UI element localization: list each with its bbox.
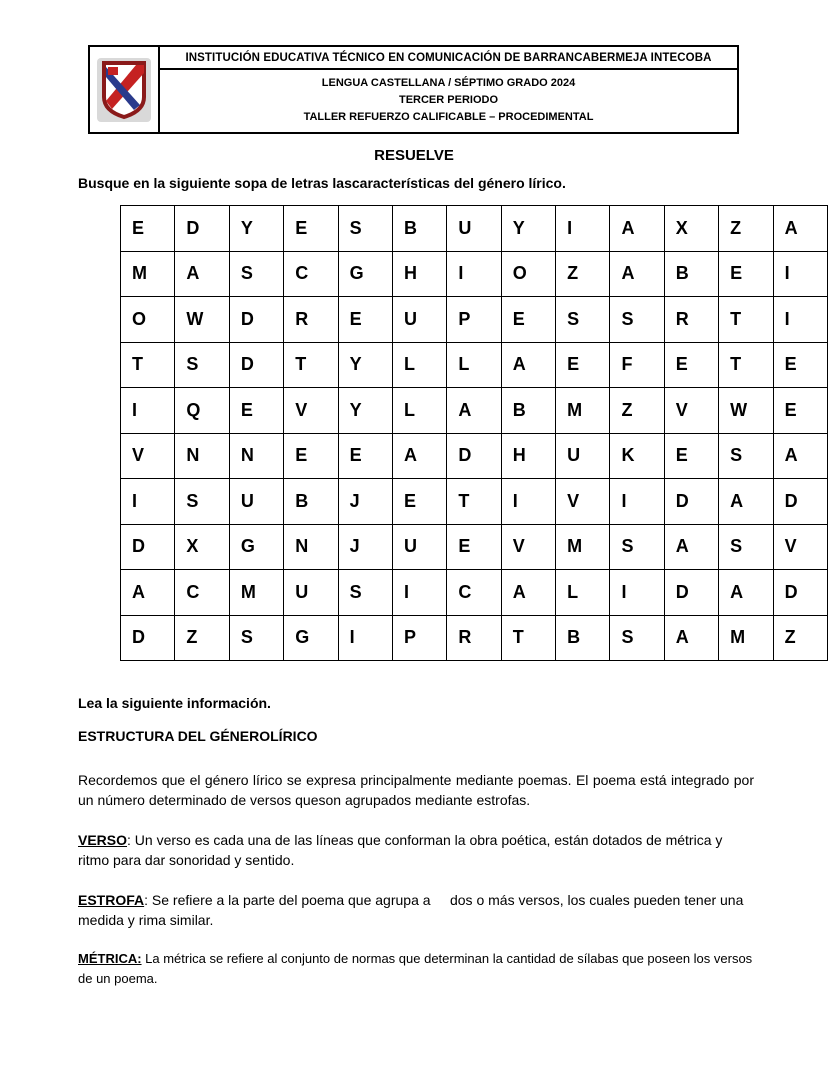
grid-cell: L xyxy=(447,342,501,388)
grid-cell: X xyxy=(175,524,229,570)
grid-cell: D xyxy=(229,342,283,388)
grid-cell: A xyxy=(121,570,175,616)
grid-cell: H xyxy=(393,251,447,297)
grid-cell: S xyxy=(229,615,283,661)
grid-cell: E xyxy=(447,524,501,570)
grid-cell: A xyxy=(175,251,229,297)
grid-row xyxy=(121,388,828,434)
verso-term: VERSO xyxy=(78,832,128,848)
grid-cell: L xyxy=(393,388,447,434)
grid-cell: V xyxy=(664,388,718,434)
grid-cell: D xyxy=(773,570,827,616)
grid-cell: E xyxy=(719,251,773,297)
grid-cell: N xyxy=(229,433,283,479)
grid-cell: Y xyxy=(229,206,283,252)
grid-cell: A xyxy=(664,615,718,661)
grid-cell: A xyxy=(610,206,664,252)
grid-cell: T xyxy=(719,297,773,343)
grid-cell: U xyxy=(229,479,283,525)
metrica-paragraph xyxy=(78,949,754,988)
estrofa-paragraph xyxy=(78,891,754,931)
grid-cell: Q xyxy=(175,388,229,434)
grid-cell: Y xyxy=(338,388,392,434)
grid-cell: X xyxy=(664,206,718,252)
grid-cell: D xyxy=(121,524,175,570)
grid-cell: S xyxy=(338,206,392,252)
grid-cell: I xyxy=(610,570,664,616)
grid-cell: F xyxy=(610,342,664,388)
grid-cell: V xyxy=(121,433,175,479)
grid-cell: S xyxy=(175,479,229,525)
grid-cell: K xyxy=(610,433,664,479)
grid-cell: E xyxy=(773,388,827,434)
grid-cell: V xyxy=(501,524,555,570)
grid-row xyxy=(121,342,828,388)
header-subtitle xyxy=(160,70,737,132)
section-title: RESUELVE xyxy=(374,147,454,164)
grid-cell: U xyxy=(556,433,610,479)
grid-cell: E xyxy=(501,297,555,343)
grid-cell: I xyxy=(610,479,664,525)
grid-cell: V xyxy=(284,388,338,434)
estrofa-term: ESTROFA xyxy=(78,892,145,908)
shield-icon xyxy=(96,57,152,123)
grid-cell: A xyxy=(773,206,827,252)
grid-row xyxy=(121,297,828,343)
header xyxy=(88,45,739,134)
grid-cell: D xyxy=(447,433,501,479)
verso-paragraph xyxy=(78,831,754,871)
grid-cell: U xyxy=(284,570,338,616)
grid-cell: S xyxy=(719,433,773,479)
grid-cell: E xyxy=(229,388,283,434)
grid-cell: T xyxy=(501,615,555,661)
grid-cell: S xyxy=(175,342,229,388)
grid-cell: B xyxy=(284,479,338,525)
grid-cell: I xyxy=(393,570,447,616)
grid-cell: S xyxy=(229,251,283,297)
subject-grade-line: LENGUA CASTELLANA / SÉPTIMO GRADO 2024 xyxy=(321,77,576,89)
grid-cell: I xyxy=(773,297,827,343)
grid-cell: A xyxy=(610,251,664,297)
period-line: TERCER PERIODO xyxy=(398,94,498,107)
grid-cell: E xyxy=(393,479,447,525)
grid-row xyxy=(121,570,828,616)
grid-cell: P xyxy=(447,297,501,343)
grid-cell: W xyxy=(175,297,229,343)
grid-cell: R xyxy=(284,297,338,343)
grid-row xyxy=(121,524,828,570)
grid-cell: U xyxy=(393,297,447,343)
grid-cell: D xyxy=(773,479,827,525)
grid-cell: I xyxy=(556,206,610,252)
grid-cell: A xyxy=(447,388,501,434)
grid-cell: M xyxy=(121,251,175,297)
grid-cell: I xyxy=(501,479,555,525)
grid-cell: U xyxy=(393,524,447,570)
grid-cell: E xyxy=(664,342,718,388)
grid-cell: C xyxy=(175,570,229,616)
grid-row xyxy=(121,479,828,525)
grid-cell: B xyxy=(556,615,610,661)
grid-cell: N xyxy=(175,433,229,479)
grid-cell: A xyxy=(393,433,447,479)
grid-cell: Z xyxy=(773,615,827,661)
grid-cell: P xyxy=(393,615,447,661)
grid-cell: R xyxy=(447,615,501,661)
grid-cell: G xyxy=(229,524,283,570)
grid-cell: T xyxy=(447,479,501,525)
grid-cell: Z xyxy=(175,615,229,661)
grid-cell: U xyxy=(447,206,501,252)
grid-cell: E xyxy=(664,433,718,479)
grid-cell: A xyxy=(719,479,773,525)
grid-cell: T xyxy=(719,342,773,388)
grid-cell: G xyxy=(284,615,338,661)
grid-cell: G xyxy=(338,251,392,297)
intro-paragraph: Recordemos que el género lírico se expresa principalmente mediante poemas. El poema está integrado por un número determinado de versos queson agrupados mediante estrofas. xyxy=(78,772,754,808)
grid-cell: W xyxy=(719,388,773,434)
grid-cell: S xyxy=(338,570,392,616)
grid-cell: A xyxy=(501,342,555,388)
verso-definition: : Un verso es cada una de las líneas que conforman la obra poética, están dotados de métrica y ritmo para dar sonoridad y sentido. xyxy=(78,832,723,868)
grid-cell: T xyxy=(121,342,175,388)
grid-cell: I xyxy=(338,615,392,661)
grid-cell: E xyxy=(773,342,827,388)
grid-cell: A xyxy=(664,524,718,570)
grid-cell: D xyxy=(121,615,175,661)
lead-text: Lea la siguiente información. xyxy=(78,695,271,711)
grid-cell: S xyxy=(719,524,773,570)
grid-cell: H xyxy=(501,433,555,479)
institution-name: INSTITUCIÓN EDUCATIVA TÉCNICO EN COMUNICACIÓN DE BARRANCABERMEJA INTECOBA xyxy=(160,47,737,70)
grid-cell: N xyxy=(284,524,338,570)
grid-cell: L xyxy=(393,342,447,388)
grid-cell: L xyxy=(556,570,610,616)
grid-cell: S xyxy=(610,524,664,570)
grid-cell: J xyxy=(338,479,392,525)
grid-cell: Y xyxy=(501,206,555,252)
grid-cell: E xyxy=(338,297,392,343)
metrica-term: MÉTRICA: xyxy=(78,951,142,966)
grid-cell: I xyxy=(121,388,175,434)
grid-cell: V xyxy=(556,479,610,525)
grid-row xyxy=(121,251,828,297)
grid-cell: R xyxy=(664,297,718,343)
grid-cell: O xyxy=(501,251,555,297)
grid-cell: Z xyxy=(610,388,664,434)
grid-cell: A xyxy=(501,570,555,616)
grid-cell: E xyxy=(284,433,338,479)
grid-cell: B xyxy=(664,251,718,297)
grid-cell: B xyxy=(501,388,555,434)
workshop-line: TALLER REFUERZO CALIFICABLE – PROCEDIMENTAL xyxy=(303,111,594,124)
grid-cell: V xyxy=(773,524,827,570)
metrica-definition: La métrica se refiere al conjunto de normas que determinan la cantidad de sílabas que poseen los versos de un poema. xyxy=(78,951,753,986)
grid-cell: M xyxy=(556,388,610,434)
header-text xyxy=(160,47,737,132)
grid-cell: I xyxy=(121,479,175,525)
grid-cell: E xyxy=(338,433,392,479)
grid-row xyxy=(121,206,828,252)
structure-heading: ESTRUCTURA DEL GÉNEROLÍRICO xyxy=(78,728,318,744)
grid-cell: D xyxy=(664,479,718,525)
grid-cell: Z xyxy=(556,251,610,297)
estrofa-definition: : Se refiere a la parte del poema que agrupa a dos o más versos, los cuales pueden tener una medida y rima similar. xyxy=(78,892,748,928)
grid-cell: T xyxy=(284,342,338,388)
grid-cell: M xyxy=(556,524,610,570)
grid-cell: B xyxy=(393,206,447,252)
grid-cell: C xyxy=(284,251,338,297)
grid-cell: D xyxy=(664,570,718,616)
grid-cell: E xyxy=(121,206,175,252)
school-crest-logo xyxy=(90,47,160,132)
grid-row xyxy=(121,433,828,479)
grid-cell: S xyxy=(556,297,610,343)
grid-cell: J xyxy=(338,524,392,570)
grid-cell: I xyxy=(773,251,827,297)
grid-cell: A xyxy=(719,570,773,616)
grid-cell: M xyxy=(719,615,773,661)
grid-row xyxy=(121,615,828,661)
grid-cell: Z xyxy=(719,206,773,252)
grid-cell: O xyxy=(121,297,175,343)
grid-cell: C xyxy=(447,570,501,616)
grid-cell: M xyxy=(229,570,283,616)
grid-cell: D xyxy=(229,297,283,343)
grid-cell: A xyxy=(773,433,827,479)
grid-cell: Y xyxy=(338,342,392,388)
grid-cell: S xyxy=(610,615,664,661)
instruction-text: Busque en la siguiente sopa de letras lascaracterísticas del género lírico. xyxy=(78,175,566,191)
grid-cell: E xyxy=(284,206,338,252)
word-search-grid xyxy=(120,205,828,661)
grid-cell: D xyxy=(175,206,229,252)
grid-cell: I xyxy=(447,251,501,297)
grid-cell: E xyxy=(556,342,610,388)
grid-cell: S xyxy=(610,297,664,343)
